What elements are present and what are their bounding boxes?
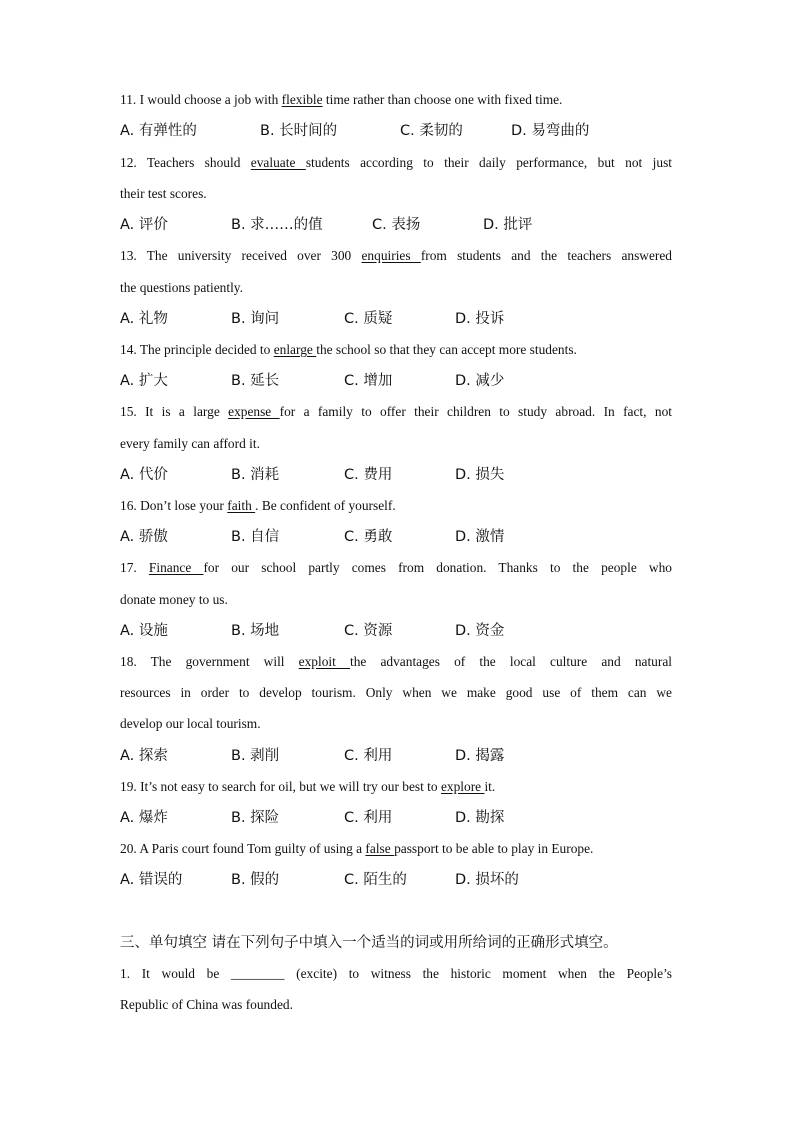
section-heading: 三、单句填空 请在下列句子中填入一个适当的词或用所给词的正确形式填空。 [120, 935, 618, 951]
option-b: B. 场地 [231, 623, 280, 639]
question-13-line [120, 247, 672, 265]
question-11-line [120, 91, 672, 109]
option-d: D. 批评 [483, 217, 533, 233]
option-d: D. 资金 [455, 623, 505, 639]
question-14-line [120, 341, 672, 359]
option-d: D. 勘探 [455, 810, 505, 826]
option-d: D. 激情 [455, 529, 505, 545]
sentence-text: 13. The university received over 300 [120, 248, 362, 263]
option-c: C. 质疑 [344, 311, 393, 327]
option-a: A. 探索 [120, 748, 168, 764]
sentence-text: 20. A Paris court found Tom guilty of using a [120, 841, 366, 856]
option-c: C. 陌生的 [344, 872, 407, 888]
sentence-text: resources in order to develop tourism. Only when we make good use of them can we [120, 685, 672, 700]
target-word: faith [227, 498, 256, 513]
question-13-line [120, 279, 672, 297]
target-word: expense [228, 404, 280, 419]
question-18-line [120, 653, 672, 671]
question-19-line [120, 778, 672, 796]
target-word: explore [440, 779, 485, 794]
question-15-line [120, 403, 672, 421]
option-b: B. 自信 [231, 529, 280, 545]
option-b: B. 询问 [231, 311, 280, 327]
option-c: C. 资源 [344, 623, 393, 639]
option-b: B. 长时间的 [260, 123, 338, 139]
target-word: Finance [148, 560, 204, 575]
option-d: D. 揭露 [455, 748, 505, 764]
target-word: exploit [298, 654, 350, 669]
sentence-text: their test scores. [120, 186, 207, 201]
question-20-line [120, 840, 672, 858]
option-b: B. 剥削 [231, 748, 280, 764]
sentence-text: 14. The principle decided to [120, 342, 274, 357]
option-d: D. 投诉 [455, 311, 505, 327]
question-16-line [120, 497, 672, 515]
option-b: B. 探险 [231, 810, 280, 826]
sentence-text: donate money to us. [120, 592, 228, 607]
sentence-text: 11. I would choose a job with [120, 92, 282, 107]
target-word: flexible [281, 92, 323, 107]
sentence-text: it. [484, 779, 496, 794]
sentence-text: every family can afford it. [120, 436, 260, 451]
option-d: D. 易弯曲的 [511, 123, 590, 139]
fill-item-line [120, 965, 672, 983]
sentence-text: 15. It is a large [120, 404, 229, 419]
option-b: B. 延长 [231, 373, 280, 389]
question-18-line [120, 715, 672, 733]
sentence-text: the advantages of the local culture and natural [349, 654, 672, 669]
option-b: B. 求……的值 [231, 217, 323, 233]
option-d: D. 损坏的 [455, 872, 519, 888]
question-12-line [120, 185, 672, 203]
sentence-text: passport to be able to play in Europe. [394, 841, 594, 856]
sentence-text: Republic of China was founded. [120, 997, 293, 1012]
option-a: A. 骄傲 [120, 529, 168, 545]
option-c: C. 利用 [344, 810, 393, 826]
sentence-text: for our school partly comes from donation. Thanks to the people who [203, 560, 672, 575]
sentence-text: 17. [120, 560, 149, 575]
option-a: A. 礼物 [120, 311, 168, 327]
option-a: A. 设施 [120, 623, 168, 639]
sentence-text: the questions patiently. [120, 280, 243, 295]
target-word: enlarge [273, 342, 317, 357]
option-c: C. 增加 [344, 373, 393, 389]
question-17-line [120, 591, 672, 609]
target-word: enquiries [361, 248, 421, 263]
sentence-text: 19. It’s not easy to search for oil, but we will try our best to [120, 779, 441, 794]
sentence-text: 1. It would be ________ (excite) to witness the historic moment when the People’s [120, 966, 672, 981]
option-a: A. 代价 [120, 467, 168, 483]
sentence-text: . Be confident of yourself. [255, 498, 396, 513]
target-word: false [365, 841, 395, 856]
option-a: A. 错误的 [120, 872, 183, 888]
question-15-line [120, 435, 672, 453]
sentence-text: 12. Teachers should [120, 155, 251, 170]
sentence-text: time rather than choose one with fixed time. [322, 92, 563, 107]
option-d: D. 损失 [455, 467, 505, 483]
option-c: C. 利用 [344, 748, 393, 764]
sentence-text: 18. The government will [120, 654, 299, 669]
option-b: B. 假的 [231, 872, 280, 888]
option-a: A. 评价 [120, 217, 168, 233]
option-a: A. 有弹性的 [120, 123, 197, 139]
option-c: C. 勇敢 [344, 529, 393, 545]
option-c: C. 表扬 [372, 217, 421, 233]
option-c: C. 费用 [344, 467, 393, 483]
option-b: B. 消耗 [231, 467, 280, 483]
question-12-line [120, 154, 672, 172]
fill-item-line [120, 996, 672, 1014]
option-d: D. 减少 [455, 373, 505, 389]
question-17-line [120, 559, 672, 577]
sentence-text: students according to their daily performance, but not just [305, 155, 673, 170]
option-a: A. 扩大 [120, 373, 168, 389]
option-c: C. 柔韧的 [400, 123, 463, 139]
sentence-text: develop our local tourism. [120, 716, 261, 731]
option-a: A. 爆炸 [120, 810, 168, 826]
sentence-text: 16. Don’t lose your [120, 498, 228, 513]
target-word: evaluate [250, 155, 306, 170]
sentence-text: for a family to offer their children to study abroad. In fact, not [279, 404, 672, 419]
question-18-line [120, 684, 672, 702]
sentence-text: from students and the teachers answered [420, 248, 673, 263]
sentence-text: the school so that they can accept more students. [316, 342, 577, 357]
